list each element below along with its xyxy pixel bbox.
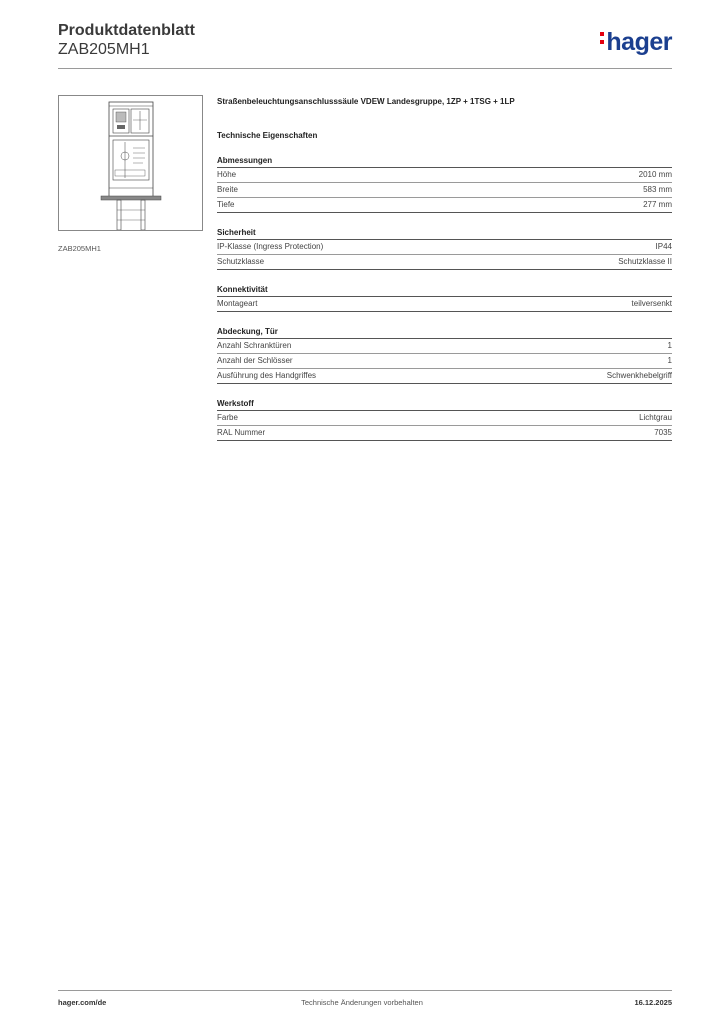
spec-value: 583 mm [643,185,672,194]
page-header [58,22,672,70]
spec-label: Breite [217,185,238,194]
cabinet-drawing-icon [59,96,202,230]
spec-row [217,240,672,255]
spec-label: Tiefe [217,200,235,209]
spec-value: Schutzklasse II [618,257,672,266]
spec-value: 7035 [654,428,672,437]
spec-label: Farbe [217,413,238,422]
spec-row [217,168,672,183]
spec-label: Ausführung des Handgriffes [217,371,317,380]
group-abmessungen [217,155,672,213]
logo-colon-icon [600,29,606,48]
group-abdeckung-tuer [217,326,672,384]
group-title: Sicherheit [217,227,672,240]
group-werkstoff [217,398,672,441]
spec-row [217,255,672,270]
header-divider [58,68,672,69]
spec-value: Lichtgrau [639,413,672,422]
hager-logo [600,29,672,55]
spec-value: 1 [667,356,672,365]
spec-value: IP44 [655,242,672,251]
spec-label: Montageart [217,299,258,308]
product-image [58,95,203,231]
spec-row [217,339,672,354]
spec-row [217,411,672,426]
product-code: ZAB205MH1 [58,41,150,58]
footer-divider [58,990,672,991]
spec-row [217,297,672,312]
product-details [217,96,672,441]
spec-row [217,198,672,213]
group-konnektivitaet [217,284,672,312]
spec-label: RAL Nummer [217,428,266,437]
section-title: Technische Eigenschaften [217,131,318,140]
spec-row [217,426,672,441]
image-caption: ZAB205MH1 [58,244,101,253]
spec-value: Schwenkhebelgriff [606,371,672,380]
product-description: Straßenbeleuchtungsanschlusssäule VDEW Landesgruppe, 1ZP + 1TSG + 1LP [217,97,515,106]
spec-label: Anzahl Schranktüren [217,341,292,350]
spec-label: IP-Klasse (Ingress Protection) [217,242,324,251]
spec-label: Anzahl der Schlösser [217,356,293,365]
footer-date: 16.12.2025 [634,998,672,1007]
group-title: Konnektivität [217,284,672,297]
group-title: Abdeckung, Tür [217,326,672,339]
spec-label: Höhe [217,170,237,179]
spec-value: 1 [667,341,672,350]
spec-value: 2010 mm [638,170,672,179]
spec-value: 277 mm [643,200,672,209]
footer-notice: Technische Änderungen vorbehalten [301,998,423,1007]
group-title: Werkstoff [217,398,672,411]
document-title: Produktdatenblatt [58,22,195,39]
group-sicherheit [217,227,672,270]
spec-value: teilversenkt [631,299,672,308]
spec-row [217,183,672,198]
spec-row [217,354,672,369]
logo-text: hager [606,28,672,56]
footer-website-link[interactable]: hager.com/de [58,998,107,1007]
spec-label: Schutzklasse [217,257,265,266]
group-title: Abmessungen [217,155,672,168]
spec-row [217,369,672,384]
